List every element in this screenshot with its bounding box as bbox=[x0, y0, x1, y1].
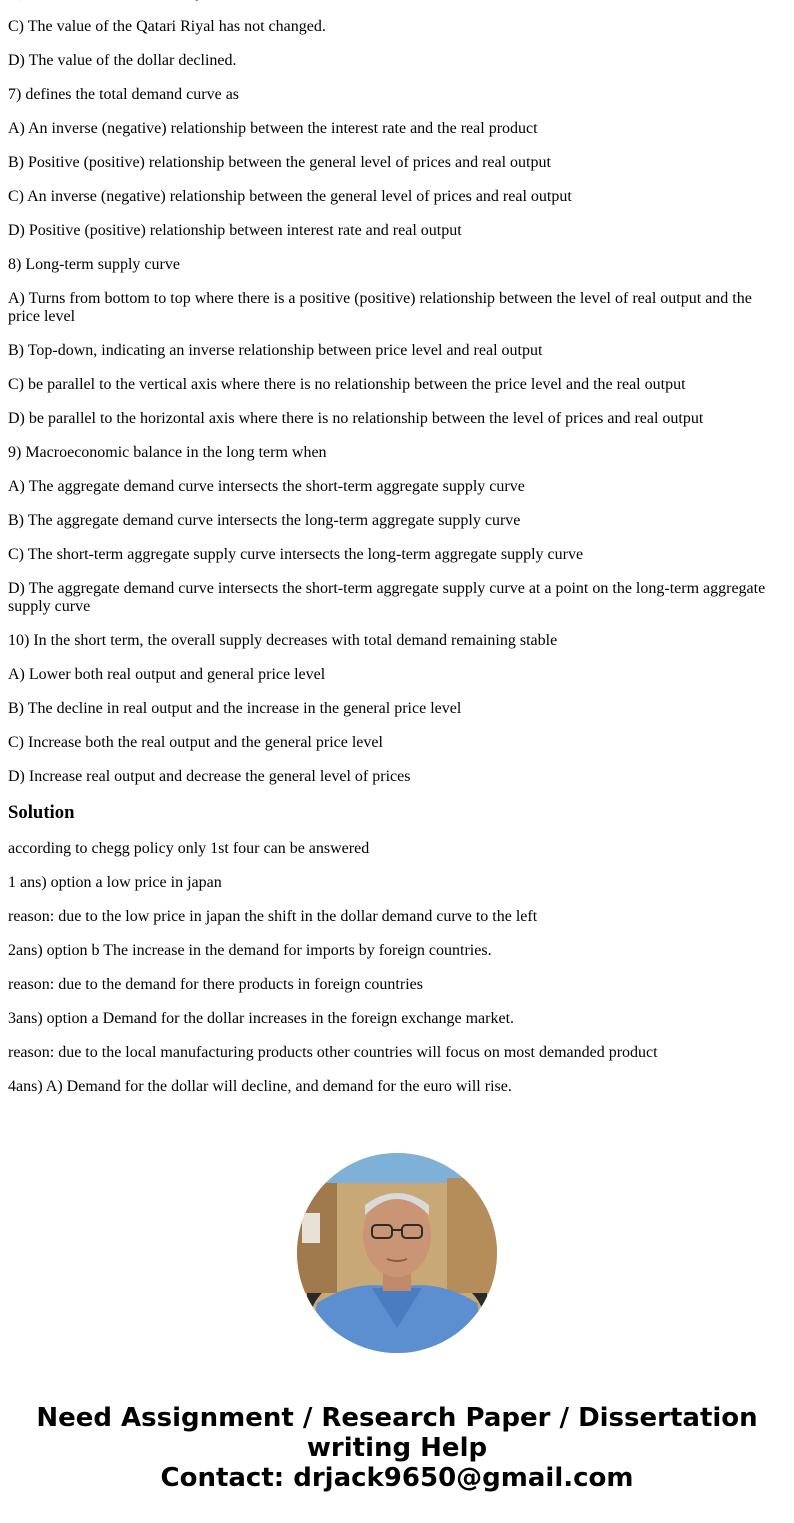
solution-line: reason: due to the local manufacturing products other countries will focus on most demanded product bbox=[8, 1044, 658, 1061]
question-line: A) An inverse (negative) relationship between the interest rate and the real product bbox=[8, 120, 538, 137]
solution-line: 3ans) option a Demand for the dollar increases in the foreign exchange market. bbox=[8, 1010, 515, 1027]
question-line: D) The value of the dollar declined. bbox=[8, 52, 237, 69]
document-body bbox=[8, 0, 778, 1112]
question-line: C) Increase both the real output and the general price level bbox=[8, 734, 383, 751]
question-line: 10) In the short term, the overall supply decreases with total demand remaining stable bbox=[8, 632, 558, 649]
question-line: D) Positive (positive) relationship between interest rate and real output bbox=[8, 222, 462, 239]
question-line: B) Top-down, indicating an inverse relationship between price level and real output bbox=[8, 342, 543, 359]
solution-line: 4ans) A) Demand for the dollar will decline, and demand for the euro will rise. bbox=[8, 1078, 512, 1095]
solution-line: according to chegg policy only 1st four can be answered bbox=[8, 840, 370, 857]
question-line: D) Increase real output and decrease the general level of prices bbox=[8, 768, 411, 785]
solution-heading: Solution bbox=[8, 802, 75, 823]
solution-line: reason: due to the demand for there products in foreign countries bbox=[8, 976, 423, 993]
promo-line-1: Need Assignment / Research Paper / Dissertation bbox=[36, 1403, 758, 1433]
questions-section bbox=[8, 0, 778, 786]
question-line: 9) Macroeconomic balance in the long term when bbox=[8, 444, 327, 461]
solution-line: 1 ans) option a low price in japan bbox=[8, 874, 222, 891]
question-line: 8) Long-term supply curve bbox=[8, 256, 180, 273]
question-line: C) An inverse (negative) relationship between the general level of prices and real output bbox=[8, 188, 572, 205]
question-line: A) Lower both real output and general price level bbox=[8, 666, 326, 683]
question-line bbox=[8, 0, 778, 2]
avatar bbox=[297, 1153, 497, 1353]
question-line: D) The aggregate demand curve intersects the short-term aggregate supply curve at a point on the long-term aggregate supply curve bbox=[8, 580, 766, 615]
question-line: C) The short-term aggregate supply curve intersects the long-term aggregate supply curve bbox=[8, 546, 584, 563]
promo-banner bbox=[0, 1403, 794, 1493]
solution-line: 2ans) option b The increase in the demand for imports by foreign countries. bbox=[8, 942, 492, 959]
question-line: D) be parallel to the horizontal axis where there is no relationship between the level of prices and real output bbox=[8, 410, 704, 427]
question-line: B) The aggregate demand curve intersects the long-term aggregate supply curve bbox=[8, 512, 521, 529]
solution-line: reason: due to the low price in japan the shift in the dollar demand curve to the left bbox=[8, 908, 538, 925]
question-line: B) The decline in real output and the increase in the general price level bbox=[8, 700, 462, 717]
promo-contact: Contact: drjack9650@gmail.com bbox=[160, 1463, 634, 1493]
question-line: B) Positive (positive) relationship between the general level of prices and real output bbox=[8, 154, 551, 171]
question-line: C) The value of the Qatari Riyal has not changed. bbox=[8, 18, 326, 35]
solution-section bbox=[8, 840, 778, 1096]
question-line: 7) defines the total demand curve as bbox=[8, 86, 240, 103]
question-line: C) be parallel to the vertical axis where there is no relationship between the price level and the real output bbox=[8, 376, 686, 393]
promo-line-2: writing Help bbox=[306, 1433, 488, 1463]
avatar-photo bbox=[297, 1153, 497, 1353]
question-line: A) The aggregate demand curve intersects the short-term aggregate supply curve bbox=[8, 478, 525, 495]
question-line: A) Turns from bottom to top where there is a positive (positive) relationship between the level of real output and the price level bbox=[8, 290, 752, 325]
